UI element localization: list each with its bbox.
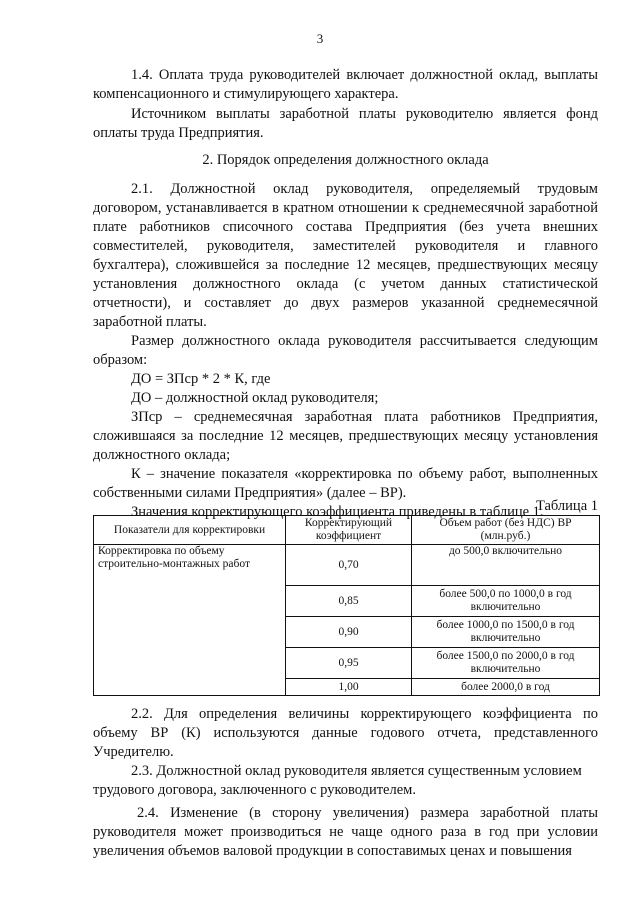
section-2-block	[93, 180, 598, 522]
coefficient-cell: 0,70	[286, 545, 412, 586]
paragraph-1-4: 1.4. Оплата труда руководителей включает должностной оклад, выплаты компенсационного и стимулирующего характера.	[93, 67, 598, 102]
volume-cell: более 2000,0 в год	[412, 679, 600, 696]
paragraph-2-4: 2.4. Изменение (в сторону увеличения) размера заработной платы руководителя может производиться не чаще одного раза в год при условии увеличения объемов валовой продукции в сопоставимых ценах и повышения	[93, 805, 598, 859]
paragraph-2-2: 2.2. Для определения величины корректирующего коэффициента по объему ВР (К) используются данные годового отчета, представленного Учредителю.	[93, 706, 598, 760]
coefficient-cell: 0,95	[286, 648, 412, 679]
table-header-row	[94, 516, 600, 545]
table-row	[94, 545, 600, 586]
volume-cell: более 500,0 по 1000,0 в год включительно	[412, 586, 600, 617]
paragraph-2-3: 2.3. Должностной оклад руководителя является существенным условием трудового договора, заключенного с руководителем.	[93, 763, 582, 798]
paragraph-2-1: 2.1. Должностной оклад руководителя, определяемый трудовым договором, устанавливается в кратном отношении к среднемесячной заработной плате работников списочного состава Предприятия (без учета внешних совместителей, руководителя, заместителей руководителя и главного бухгалтера), сложившейся за последние 12 месяцев, предшествующих месяцу установления должностного оклада (с учетом данных статистической отчетности), и составляет до двух размеров указанной среднемесячной заработной платы.	[93, 181, 598, 330]
header-indicator: Показатели для корректировки	[94, 516, 286, 545]
coefficient-table	[93, 515, 600, 696]
formula: ДО = ЗПср * 2 * К, где	[131, 371, 271, 387]
indicator-cell: Корректировка по объему строительно-монтажных работ	[94, 545, 286, 696]
table-caption: Таблица 1	[535, 498, 598, 514]
volume-cell: более 1000,0 по 1500,0 в год включительно	[412, 617, 600, 648]
coefficient-cell: 0,90	[286, 617, 412, 648]
paragraph-salary-size: Размер должностного оклада руководителя рассчитывается следующим образом:	[93, 333, 598, 368]
header-volume: Объем работ (без НДС) ВР (млн.руб.)	[412, 516, 600, 545]
coefficient-cell: 0,85	[286, 586, 412, 617]
section-after-table	[93, 705, 598, 861]
page-number: 3	[316, 31, 324, 46]
definition-zp: ЗПср – среднемесячная заработная плата работников Предприятия, сложившаяся за последние 12 месяцев, предшествующих месяцу установления должностного оклада;	[93, 409, 598, 463]
definition-do: ДО – должностной оклад руководителя;	[131, 390, 379, 406]
definition-k: К – значение показателя «корректировка по объему работ, выполненных собственными силами Предприятия» (далее – ВР).	[93, 466, 598, 501]
volume-cell: более 1500,0 по 2000,0 в год включительно	[412, 648, 600, 679]
paragraph-coefficient-values: Значения корректирующего коэффициента приведены в таблице 1.	[131, 504, 544, 520]
section-2-heading: 2. Порядок определения должностного оклада	[202, 152, 489, 168]
volume-cell: до 500,0 включительно	[412, 545, 600, 586]
section-1-block	[93, 66, 598, 143]
header-coefficient: Корректирующий коэффициент	[286, 516, 412, 545]
paragraph-pay-source: Источником выплаты заработной платы руководителю является фонд оплаты труда Предприятия.	[93, 106, 598, 141]
coefficient-cell: 1,00	[286, 679, 412, 696]
